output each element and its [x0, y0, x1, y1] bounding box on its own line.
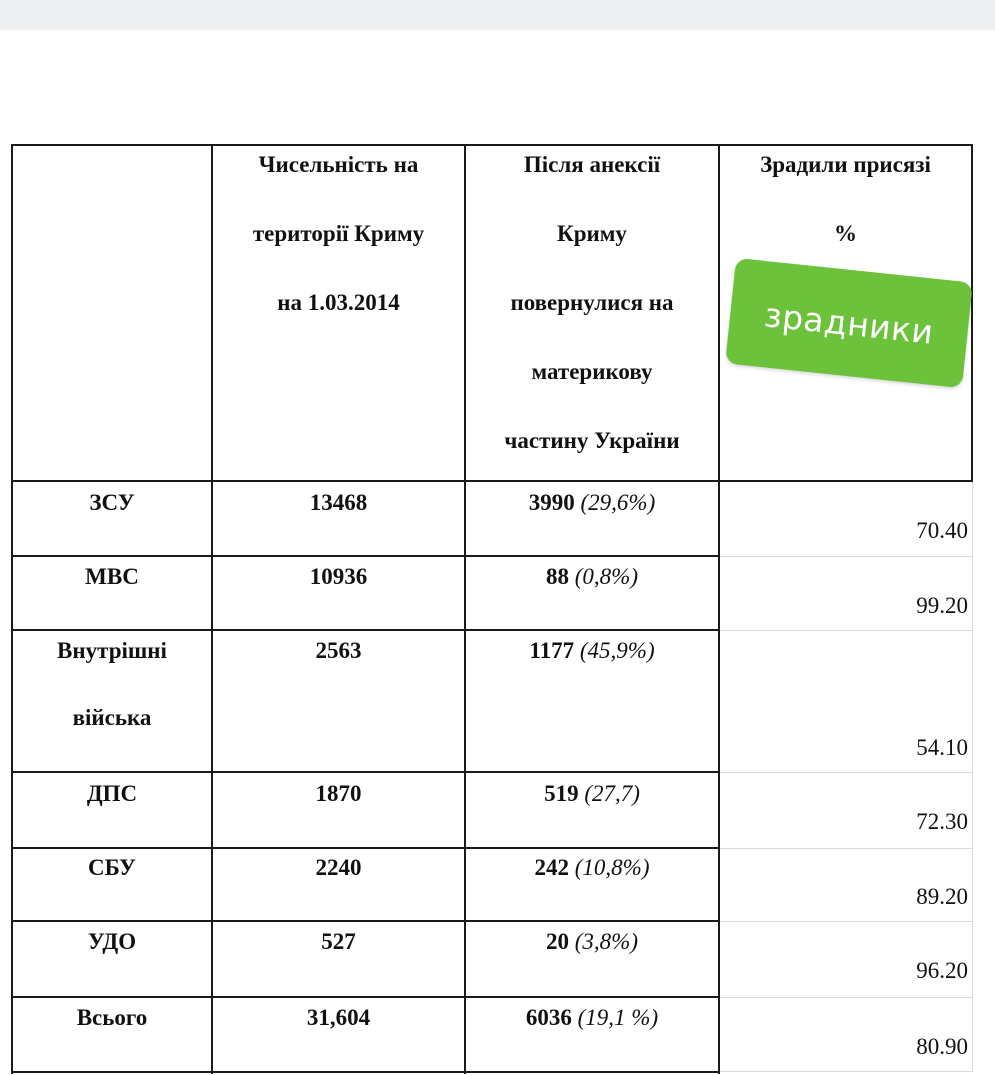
returned-pct: (0,8%) [574, 564, 638, 589]
returned-value: 1177 [529, 638, 575, 663]
returned-pct: (27,7) [584, 781, 640, 806]
header-count [213, 130, 464, 337]
header-returned-line: Криму [557, 221, 627, 246]
returned-value: 88 [546, 564, 569, 589]
row-betrayed: 70.40 [916, 518, 968, 543]
header-count-line: на 1.03.2014 [277, 290, 400, 315]
row-count: 2563 [315, 638, 362, 663]
row-betrayed: 96.20 [916, 958, 968, 983]
row-name: Всього [76, 1005, 148, 1030]
returned-value: 6036 [525, 1005, 572, 1030]
returned-pct: (29,6%) [580, 490, 656, 515]
top-bar [0, 0, 995, 30]
returned-pct: (10,8%) [574, 855, 650, 880]
row-returned [466, 469, 718, 536]
sticker-text: зрадники [762, 294, 936, 352]
header-returned-line: Після анексії [523, 152, 661, 177]
returned-pct: (19,1 %) [577, 1005, 659, 1030]
traitors-sticker [725, 258, 973, 388]
row-name-line: Внутрішні [57, 638, 167, 663]
row-returned [466, 543, 718, 610]
header-betrayed-line: % [834, 221, 857, 246]
header-betrayed-line: Зрадили присязі [760, 152, 931, 177]
row-returned [466, 617, 718, 684]
row-betrayed: 99.20 [916, 593, 968, 618]
header-returned-line: повернулися на [510, 290, 674, 315]
returned-value: 242 [534, 855, 569, 880]
returned-value: 20 [546, 929, 569, 954]
header-count-line: території Криму [252, 221, 425, 246]
header-returned-line: материкову [531, 359, 653, 384]
row-betrayed: 72.30 [916, 809, 968, 834]
row-count: 31,604 [306, 1005, 371, 1030]
row-returned [466, 908, 718, 975]
row-name: СБУ [88, 855, 136, 880]
row-name: МВС [85, 564, 139, 589]
row-returned [466, 760, 718, 827]
returned-pct: (45,9%) [579, 638, 655, 663]
row-count: 10936 [309, 564, 368, 589]
row-name: ДПС [86, 781, 138, 806]
returned-pct: (3,8%) [574, 929, 638, 954]
header-count-line: Чисельність на [258, 152, 419, 177]
row-returned [466, 834, 718, 901]
row-betrayed: 89.20 [916, 884, 968, 909]
row-name-line: війська [72, 705, 152, 730]
row-betrayed: 54.10 [916, 735, 968, 760]
header-returned-line: частину України [504, 428, 680, 453]
row-count: 1870 [315, 781, 362, 806]
header-returned [466, 130, 718, 475]
returned-value: 3990 [528, 490, 575, 515]
row-name [13, 617, 211, 751]
row-returned [466, 984, 718, 1051]
row-betrayed: 80.90 [916, 1034, 968, 1059]
returned-value: 519 [544, 781, 579, 806]
row-name: ЗСУ [89, 490, 135, 515]
row-count: 527 [321, 929, 356, 954]
header-betrayed [720, 130, 971, 268]
row-count: 2240 [315, 855, 362, 880]
row-name: УДО [87, 929, 137, 954]
row-count: 13468 [309, 490, 368, 515]
